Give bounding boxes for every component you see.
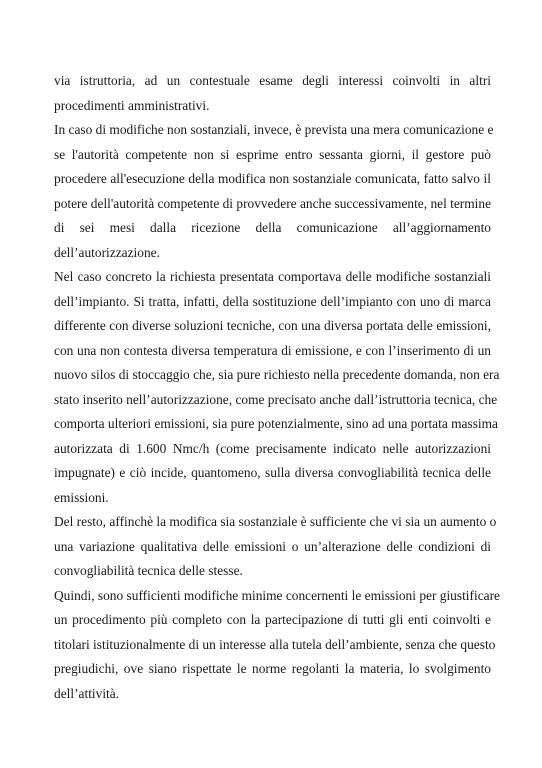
paragraph [54, 584, 500, 707]
text-line: dell’impianto. Si tratta, infatti, della sostituzione dell’impianto con uno di marca [54, 293, 491, 309]
text-line: differente con diverse soluzioni tecniche, con una diversa portata delle emissioni, [54, 318, 491, 333]
text-line: potere dell'autorità competente di provvedere anche successivamente, nel termine [54, 195, 492, 211]
text-line: emissioni. [54, 489, 109, 505]
text-line: dell’attività. [54, 685, 120, 701]
paragraph [54, 118, 494, 265]
text-line: procedere all'esecuzione della modifica non sostanziale comunicata, fatto salvo il [54, 171, 491, 186]
text-line: Del resto, affinchè la modifica sia sostanziale è sufficiente che vi sia un aumento o [54, 514, 497, 529]
text-line: dell’autorizzazione. [54, 244, 160, 260]
paragraph [54, 69, 491, 118]
paragraph [54, 510, 497, 584]
text-line: con una non contesta diversa temperatura di emissione, e con l’inserimento di un [54, 342, 491, 358]
text-line: di sei mesi dalla ricezione della comunicazione all’aggiornamento [54, 220, 491, 235]
text-line: Quindi, sono sufficienti modifiche minime concernenti le emissioni per giustificare [54, 587, 500, 603]
text-line: impugnate) e ciò incide, quantomeno, sulla diversa convogliabilità tecnica delle [54, 465, 491, 480]
text-line: procedimenti amministrativi. [54, 97, 210, 113]
text-line: Nel caso concreto la richiesta presentata comportava delle modifiche sostanziali [54, 269, 491, 284]
text-line: comporta ulteriori emissioni, sia pure potenzialmente, sino ad una portata massima [54, 416, 499, 431]
text-line: una variazione qualitativa delle emissioni o un’alterazione delle condizioni di [54, 538, 491, 554]
text-line: autorizzata di 1.600 Nmc/h (come precisamente indicato nelle autorizzazioni [54, 440, 491, 456]
paragraph [54, 265, 500, 510]
text-line: In caso di modifiche non sostanziali, invece, è prevista una mera comunicazione e [54, 122, 494, 137]
text-line: nuovo silos di stoccaggio che, sia pure richiesto nella precedente domanda, non era [54, 367, 500, 382]
body-text [54, 69, 500, 706]
text-line: via istruttoria, ad un contestuale esame degli interessi coinvolti in altri [54, 73, 491, 88]
text-line: un procedimento più completo con la partecipazione di tutti gli enti coinvolti e [54, 612, 491, 627]
text-line: convogliabilità tecnica delle stesse. [54, 563, 243, 578]
text-line: stato inserito nell’autorizzazione, come precisato anche dall’istruttoria tecnica, che [54, 391, 498, 407]
text-line: se l'autorità competente non si esprime entro sessanta giorni, il gestore può [54, 146, 491, 162]
text-line: titolari istituzionalmente di un interesse alla tutela dell’ambiente, senza che questo [54, 636, 496, 652]
text-line: pregiudichi, ove siano rispettate le norme regolanti la materia, lo svolgimento [54, 661, 491, 676]
